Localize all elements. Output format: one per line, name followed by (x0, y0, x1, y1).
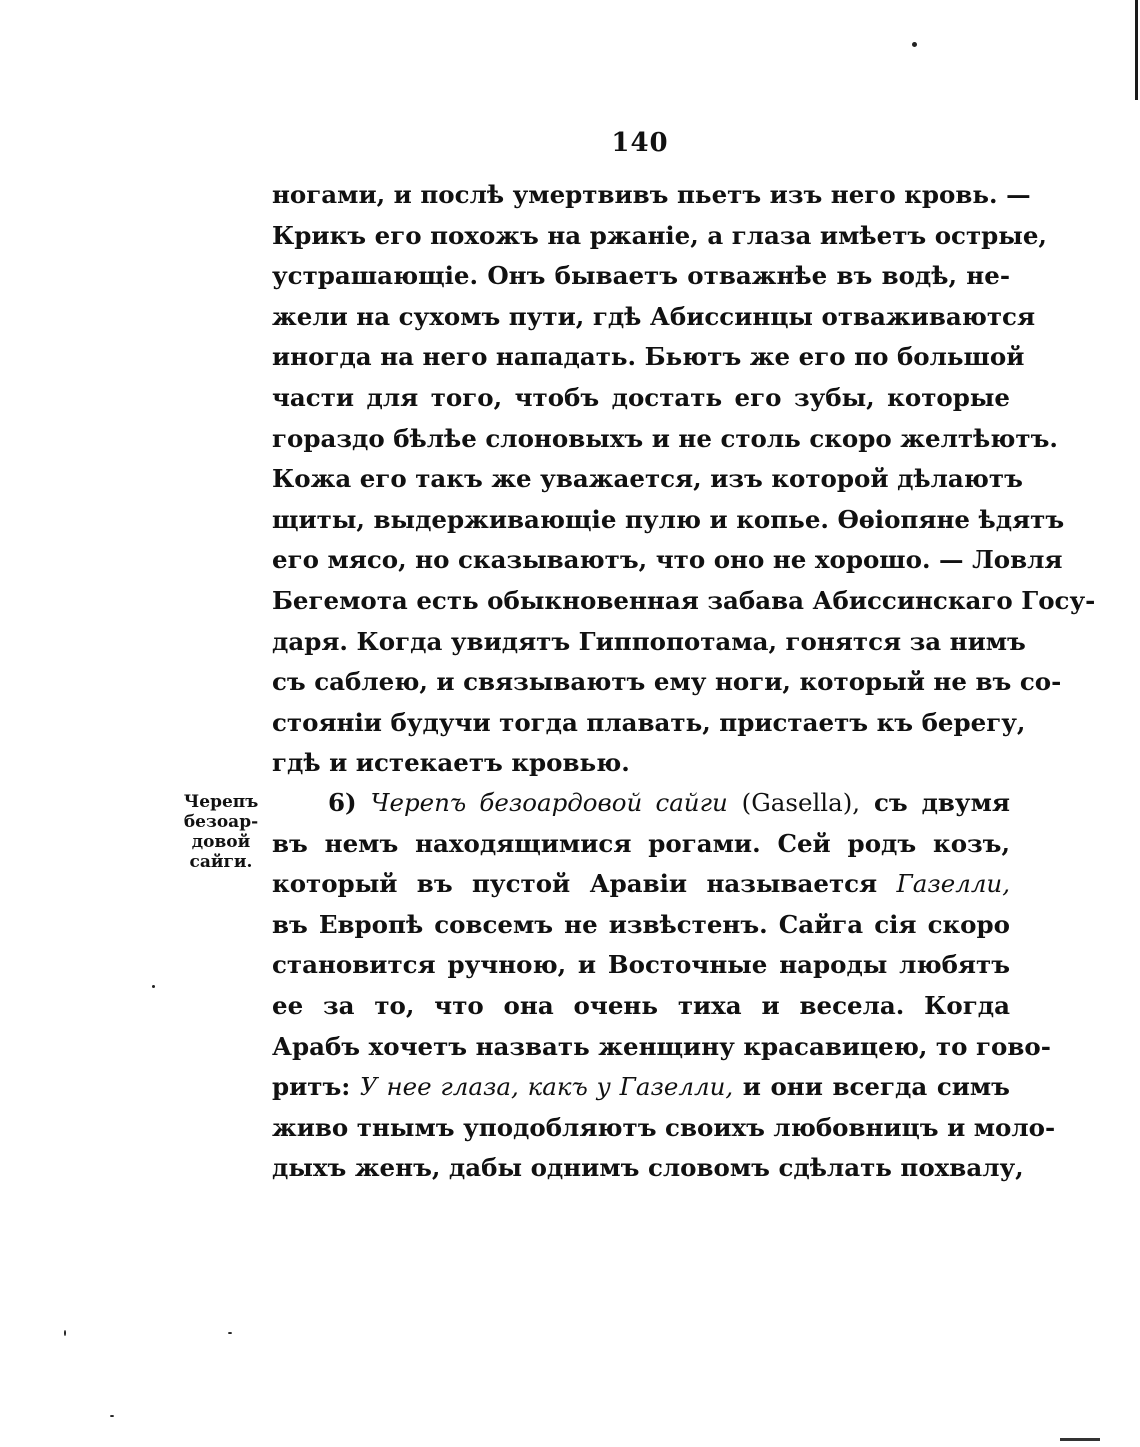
text-line: ногами, и послѣ умертвивъ пьетъ изъ него кровь. — (272, 180, 1031, 209)
page-number: 140 (611, 128, 669, 158)
text-line: становится ручною, и Восточные народы любятъ (272, 950, 1010, 980)
text-line: Крикъ его похожъ на ржаніе, а глаза имѣетъ острые, (272, 220, 1047, 250)
page-edge (1135, 0, 1138, 100)
scan-corner-mark (1060, 1438, 1100, 1441)
text-fragment: ритъ: (272, 1072, 351, 1102)
margin-note-line: довой (191, 832, 251, 852)
text-line: гдѣ и истекаетъ кровью. (272, 748, 630, 778)
scan-speck (64, 1330, 66, 1336)
text-line: жели на сухомъ пути, гдѣ Абиссинцы отваживаются (272, 301, 1036, 331)
text-line (272, 1067, 1010, 1108)
italic-word: Газелли, (896, 869, 1011, 899)
scan-speck (152, 985, 155, 988)
text-line: въ Европѣ совсемъ не извѣстенъ. Сайга сія скоро (272, 909, 1010, 939)
text-line (272, 864, 1010, 905)
text-line: Арабъ хочетъ назвать женщину красавицею, то гово- (272, 1031, 1051, 1061)
text-fragment: съ двумя (873, 788, 1010, 817)
margin-note-line: Черепъ (183, 792, 259, 812)
text-line: живо тнымъ уподобляютъ своихъ любовницъ и моло- (272, 1112, 1056, 1142)
italic-quote: У нее глаза, какъ у Газелли, (359, 1072, 734, 1102)
text-line: иногда на него нападать. Бьютъ же его по большой (272, 342, 1025, 372)
latin-term: (Gasella), (741, 788, 861, 817)
text-line: даря. Когда увидятъ Гиппопотама, гонятся за нимъ (272, 626, 1026, 656)
text-line: гораздо бѣлѣе слоновыхъ и не столь скоро желтѣютъ. (272, 423, 1058, 453)
text-line: стояніи будучи тогда плавать, пристаетъ къ берегу, (272, 707, 1026, 737)
text-line: Кожа его такъ же уважается, изъ которой дѣлаютъ (272, 464, 1023, 494)
text-line: щиты, выдерживающіе пулю и копье. Ѳѳіопяне ѣдятъ (272, 504, 1065, 534)
text-line: его мясо, но сказываютъ, что оно не хорошо. — Ловля (272, 545, 1063, 575)
text-line (272, 783, 1010, 824)
item-number: 6) (328, 788, 357, 817)
text-line: съ саблею, и связываютъ ему ноги, который не въ со- (272, 667, 1062, 697)
margin-note-line: сайги. (189, 852, 253, 872)
text-line: устрашающіе. Онъ бываетъ отважнѣе въ водѣ, не- (272, 261, 1010, 291)
margin-note-line: безоар- (183, 812, 259, 832)
text-line: Бегемота есть обыкновенная забава Абиссинскаго Госу- (272, 585, 1096, 615)
scan-speck (912, 42, 917, 47)
margin-note (176, 792, 266, 872)
item-title: Черепъ безоардовой сайги (370, 788, 728, 817)
paragraph-gazelle-skull (272, 783, 1056, 1189)
scan-speck (228, 1332, 232, 1334)
text-line: въ немъ находящимися рогами. Сей родъ козъ, (272, 828, 1010, 858)
text-fragment: который въ пустой Аравіи называется (272, 869, 878, 899)
text-line: ее за то, что она очень тиха и весела. Когда (272, 990, 1010, 1020)
text-line: дыхъ женъ, дабы однимъ словомъ сдѣлать похвалу, (272, 1153, 1024, 1183)
text-line: части для того, чтобъ достать его зубы, которые (272, 382, 1010, 412)
scan-speck (110, 1415, 114, 1417)
text-fragment: и они всегда симъ (742, 1072, 1010, 1102)
paragraph-hippopotamus (272, 175, 1096, 784)
